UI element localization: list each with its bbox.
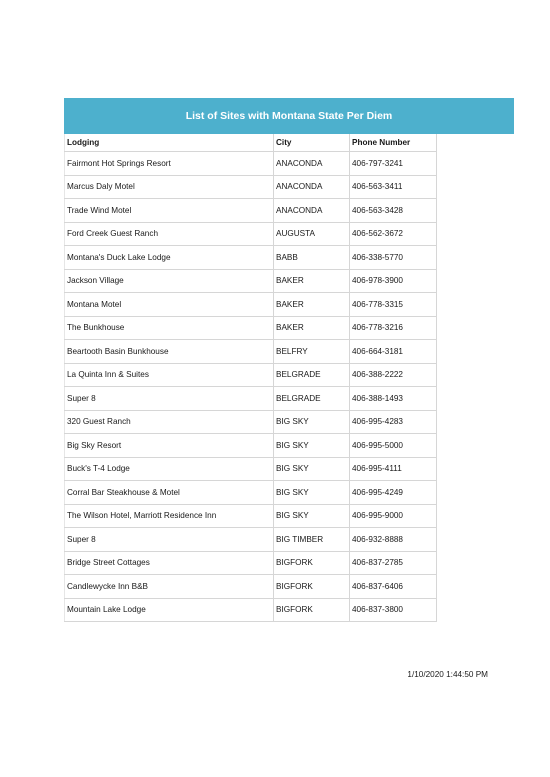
table-row xyxy=(65,152,437,176)
table-row xyxy=(65,410,437,434)
table-row xyxy=(65,434,437,458)
table-row xyxy=(65,269,437,293)
cell-city: BIG SKY xyxy=(274,434,350,458)
cell-lodging: The Wilson Hotel, Marriott Residence Inn xyxy=(65,504,274,528)
cell-phone: 406-995-4283 xyxy=(350,410,437,434)
table-row xyxy=(65,175,437,199)
cell-city: BELGRADE xyxy=(274,363,350,387)
table-row xyxy=(65,222,437,246)
cell-phone: 406-778-3216 xyxy=(350,316,437,340)
cell-city: BIG SKY xyxy=(274,481,350,505)
cell-lodging: 320 Guest Ranch xyxy=(65,410,274,434)
table-header-row xyxy=(65,134,437,152)
column-header-lodging: Lodging xyxy=(65,134,274,152)
cell-phone: 406-995-9000 xyxy=(350,504,437,528)
report-title: List of Sites with Montana State Per Diem xyxy=(64,98,514,134)
cell-lodging: Super 8 xyxy=(65,387,274,411)
cell-city: BAKER xyxy=(274,316,350,340)
table-row xyxy=(65,340,437,364)
table-row xyxy=(65,316,437,340)
cell-lodging: Ford Creek Guest Ranch xyxy=(65,222,274,246)
table-row xyxy=(65,504,437,528)
table-row xyxy=(65,246,437,270)
cell-lodging: La Quinta Inn & Suites xyxy=(65,363,274,387)
cell-city: ANACONDA xyxy=(274,152,350,176)
cell-lodging: Trade Wind Motel xyxy=(65,199,274,223)
lodging-table-container xyxy=(64,134,436,622)
cell-city: AUGUSTA xyxy=(274,222,350,246)
cell-lodging: Bridge Street Cottages xyxy=(65,551,274,575)
cell-city: BIGFORK xyxy=(274,598,350,622)
cell-phone: 406-837-2785 xyxy=(350,551,437,575)
cell-city: ANACONDA xyxy=(274,199,350,223)
cell-phone: 406-563-3428 xyxy=(350,199,437,223)
cell-lodging: Jackson Village xyxy=(65,269,274,293)
cell-lodging: Beartooth Basin Bunkhouse xyxy=(65,340,274,364)
column-header-city: City xyxy=(274,134,350,152)
cell-city: BIG SKY xyxy=(274,457,350,481)
cell-city: ANACONDA xyxy=(274,175,350,199)
cell-lodging: Mountain Lake Lodge xyxy=(65,598,274,622)
table-row xyxy=(65,481,437,505)
table-row xyxy=(65,598,437,622)
cell-lodging: Super 8 xyxy=(65,528,274,552)
cell-city: BELFRY xyxy=(274,340,350,364)
cell-lodging: Candlewycke Inn B&B xyxy=(65,575,274,599)
lodging-table xyxy=(64,134,437,622)
cell-city: BAKER xyxy=(274,269,350,293)
table-row xyxy=(65,293,437,317)
print-timestamp: 1/10/2020 1:44:50 PM xyxy=(407,670,488,679)
cell-lodging: Montana's Duck Lake Lodge xyxy=(65,246,274,270)
table-row xyxy=(65,575,437,599)
cell-phone: 406-995-4111 xyxy=(350,457,437,481)
cell-lodging: Big Sky Resort xyxy=(65,434,274,458)
cell-city: BIGFORK xyxy=(274,551,350,575)
cell-phone: 406-932-8888 xyxy=(350,528,437,552)
cell-lodging: Buck's T-4 Lodge xyxy=(65,457,274,481)
cell-phone: 406-664-3181 xyxy=(350,340,437,364)
table-body xyxy=(65,152,437,622)
cell-city: BAKER xyxy=(274,293,350,317)
cell-phone: 406-837-6406 xyxy=(350,575,437,599)
cell-lodging: The Bunkhouse xyxy=(65,316,274,340)
table-row xyxy=(65,551,437,575)
cell-phone: 406-797-3241 xyxy=(350,152,437,176)
cell-city: BABB xyxy=(274,246,350,270)
table-row xyxy=(65,199,437,223)
cell-phone: 406-995-4249 xyxy=(350,481,437,505)
cell-phone: 406-388-1493 xyxy=(350,387,437,411)
cell-phone: 406-995-5000 xyxy=(350,434,437,458)
table-row xyxy=(65,387,437,411)
cell-phone: 406-837-3800 xyxy=(350,598,437,622)
cell-city: BIGFORK xyxy=(274,575,350,599)
cell-lodging: Corral Bar Steakhouse & Motel xyxy=(65,481,274,505)
cell-lodging: Fairmont Hot Springs Resort xyxy=(65,152,274,176)
column-header-phone: Phone Number xyxy=(350,134,437,152)
cell-city: BIG TIMBER xyxy=(274,528,350,552)
cell-city: BIG SKY xyxy=(274,504,350,528)
table-row xyxy=(65,528,437,552)
table-row xyxy=(65,363,437,387)
cell-phone: 406-778-3315 xyxy=(350,293,437,317)
table-row xyxy=(65,457,437,481)
cell-city: BIG SKY xyxy=(274,410,350,434)
cell-phone: 406-563-3411 xyxy=(350,175,437,199)
cell-lodging: Marcus Daly Motel xyxy=(65,175,274,199)
cell-phone: 406-978-3900 xyxy=(350,269,437,293)
cell-city: BELGRADE xyxy=(274,387,350,411)
cell-lodging: Montana Motel xyxy=(65,293,274,317)
cell-phone: 406-388-2222 xyxy=(350,363,437,387)
cell-phone: 406-562-3672 xyxy=(350,222,437,246)
cell-phone: 406-338-5770 xyxy=(350,246,437,270)
